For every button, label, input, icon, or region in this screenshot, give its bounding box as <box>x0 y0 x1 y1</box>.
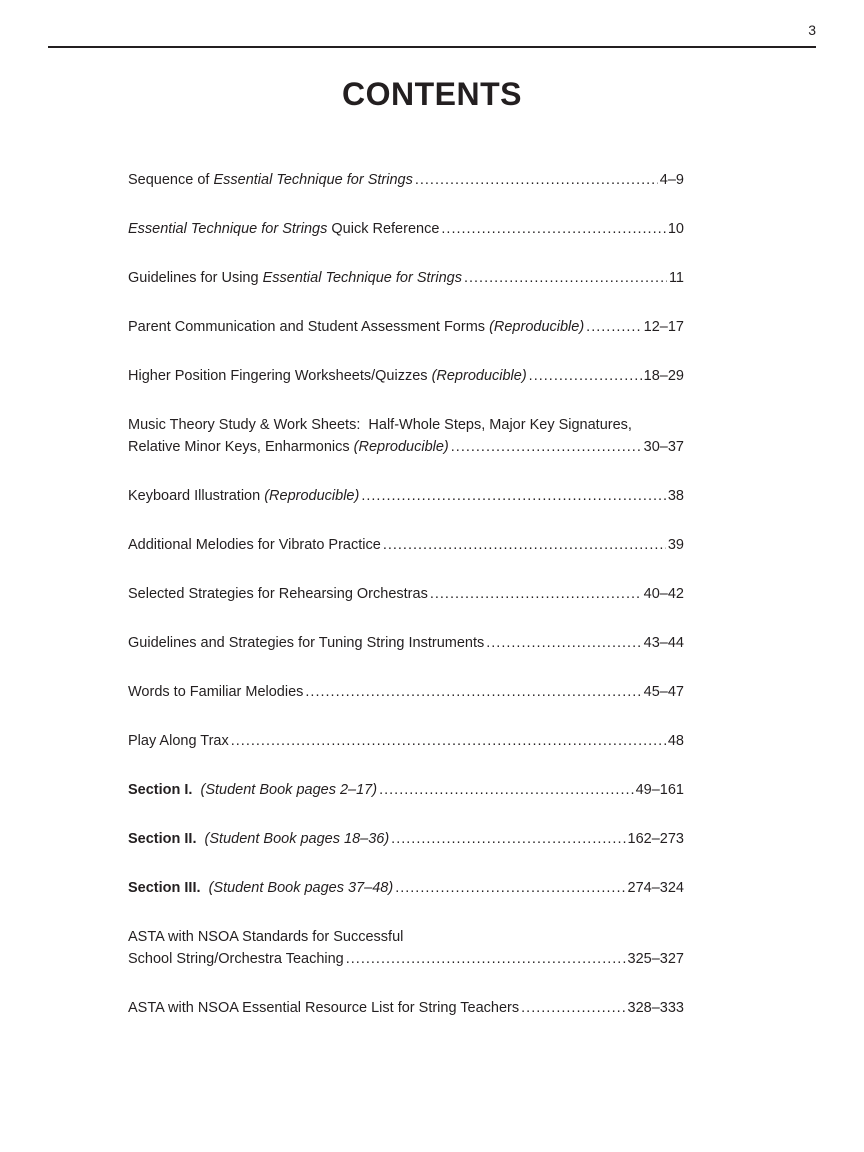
entry-page-range: 38 <box>667 488 684 504</box>
entry-page-range: 30–37 <box>643 439 684 455</box>
toc-entry-line <box>128 730 684 752</box>
entry-title-segment: (Student Book pages 37–48) <box>200 880 394 896</box>
dot-leader <box>529 365 642 387</box>
toc-entry-line <box>128 414 684 436</box>
toc-entry-line <box>128 877 684 899</box>
dot-leader <box>451 436 642 458</box>
toc-entry[interactable] <box>128 681 684 703</box>
toc-entry[interactable] <box>128 632 684 654</box>
entry-title-segment: Section III. <box>128 880 201 896</box>
dot-leader <box>379 779 634 801</box>
entry-title-segment: ASTA with NSOA Essential Resource List for String Teachers <box>128 1000 520 1016</box>
entry-title-segment: Guidelines and Strategies for Tuning String Instruments <box>128 635 485 651</box>
toc-entry[interactable] <box>128 365 684 387</box>
entry-page-range: 18–29 <box>643 368 684 384</box>
toc-entry-line <box>128 583 684 605</box>
page-title: CONTENTS <box>342 76 522 112</box>
dot-leader <box>586 316 642 338</box>
dot-leader <box>415 169 658 191</box>
toc-entry-line <box>128 316 684 338</box>
dot-leader <box>486 632 641 654</box>
page-number: 3 <box>808 22 816 38</box>
dot-leader <box>395 877 625 899</box>
entry-title-segment: Sequence of <box>128 172 214 188</box>
entry-title-segment: Section I. <box>128 782 193 798</box>
toc-entry[interactable] <box>128 218 684 240</box>
toc-entry-line <box>128 779 684 801</box>
entry-title-segment: Keyboard Illustration <box>128 488 265 504</box>
toc-entry[interactable] <box>128 926 684 970</box>
toc-entry-line <box>128 485 684 507</box>
entry-title-segment: Additional Melodies for Vibrato Practice <box>128 537 381 553</box>
header-rule <box>48 46 816 48</box>
entry-title-segment: ASTA with NSOA Standards for Successful <box>128 929 404 945</box>
entry-title-segment: Words to Familiar Melodies <box>128 684 304 700</box>
entry-page-range: 48 <box>667 733 684 749</box>
entry-title-segment: (Reproducible) <box>353 439 449 455</box>
toc-entry-line <box>128 218 684 240</box>
toc-entry-line <box>128 365 684 387</box>
toc-entry[interactable] <box>128 316 684 338</box>
dot-leader <box>231 730 666 752</box>
dot-leader <box>521 997 625 1019</box>
entry-page-range: 45–47 <box>643 684 684 700</box>
table-of-contents <box>128 169 684 1046</box>
dot-leader <box>346 948 626 970</box>
toc-entry-line <box>128 169 684 191</box>
toc-entry-line <box>128 681 684 703</box>
entry-title-segment: (Reproducible) <box>264 488 360 504</box>
toc-entry-line <box>128 632 684 654</box>
dot-leader <box>305 681 641 703</box>
entry-title-segment: (Student Book pages 2–17) <box>192 782 378 798</box>
entry-page-range: 40–42 <box>643 586 684 602</box>
entry-page-range: 162–273 <box>627 831 684 847</box>
entry-title-segment: Essential Technique for Strings <box>213 172 413 188</box>
entry-title-segment: Essential Technique for Strings <box>128 221 328 237</box>
toc-entry[interactable] <box>128 414 684 458</box>
entry-page-range: 39 <box>667 537 684 553</box>
entry-page-range: 43–44 <box>643 635 684 651</box>
dot-leader <box>464 267 667 289</box>
toc-entry-line <box>128 948 684 970</box>
toc-entry-line <box>128 436 684 458</box>
entry-title-segment: Guidelines for Using <box>128 270 263 286</box>
entry-page-range: 49–161 <box>635 782 684 798</box>
toc-entry[interactable] <box>128 828 684 850</box>
entry-page-range: 325–327 <box>627 951 684 967</box>
entry-title-segment: Higher Position Fingering Worksheets/Quizzes <box>128 368 432 384</box>
dot-leader <box>361 485 666 507</box>
dot-leader <box>383 534 666 556</box>
entry-title-segment: Quick Reference <box>327 221 440 237</box>
toc-entry-line <box>128 828 684 850</box>
toc-entry[interactable] <box>128 267 684 289</box>
toc-entry-line <box>128 926 684 948</box>
entry-page-range: 11 <box>668 270 684 286</box>
toc-entry-line <box>128 267 684 289</box>
entry-title-segment: Section II. <box>128 831 197 847</box>
toc-entry[interactable] <box>128 485 684 507</box>
entry-title-segment: (Reproducible) <box>431 368 527 384</box>
entry-title-segment: Relative Minor Keys, Enharmonics <box>128 439 354 455</box>
entry-title-segment: Essential Technique for Strings <box>262 270 462 286</box>
entry-title-segment: (Reproducible) <box>489 319 585 335</box>
toc-entry[interactable] <box>128 583 684 605</box>
toc-entry[interactable] <box>128 997 684 1019</box>
dot-leader <box>441 218 665 240</box>
toc-entry-line <box>128 534 684 556</box>
toc-entry[interactable] <box>128 169 684 191</box>
entry-page-range: 274–324 <box>627 880 684 896</box>
entry-page-range: 10 <box>667 221 684 237</box>
toc-entry[interactable] <box>128 730 684 752</box>
entry-title-segment: Parent Communication and Student Assessment Forms <box>128 319 490 335</box>
dot-leader <box>430 583 642 605</box>
entry-title-segment: Selected Strategies for Rehearsing Orchestras <box>128 586 428 602</box>
entry-title-segment: (Student Book pages 18–36) <box>196 831 390 847</box>
toc-entry[interactable] <box>128 779 684 801</box>
toc-entry[interactable] <box>128 877 684 899</box>
entry-title-segment: School String/Orchestra Teaching <box>128 951 344 967</box>
dot-leader <box>391 828 625 850</box>
toc-entry[interactable] <box>128 534 684 556</box>
toc-entry-line <box>128 997 684 1019</box>
entry-page-range: 12–17 <box>643 319 684 335</box>
entry-page-range: 4–9 <box>659 172 684 188</box>
entry-title-segment: Music Theory Study & Work Sheets: Half-Whole Steps, Major Key Signatures, <box>128 417 632 433</box>
entry-title-segment: Play Along Trax <box>128 733 229 749</box>
entry-page-range: 328–333 <box>627 1000 684 1016</box>
